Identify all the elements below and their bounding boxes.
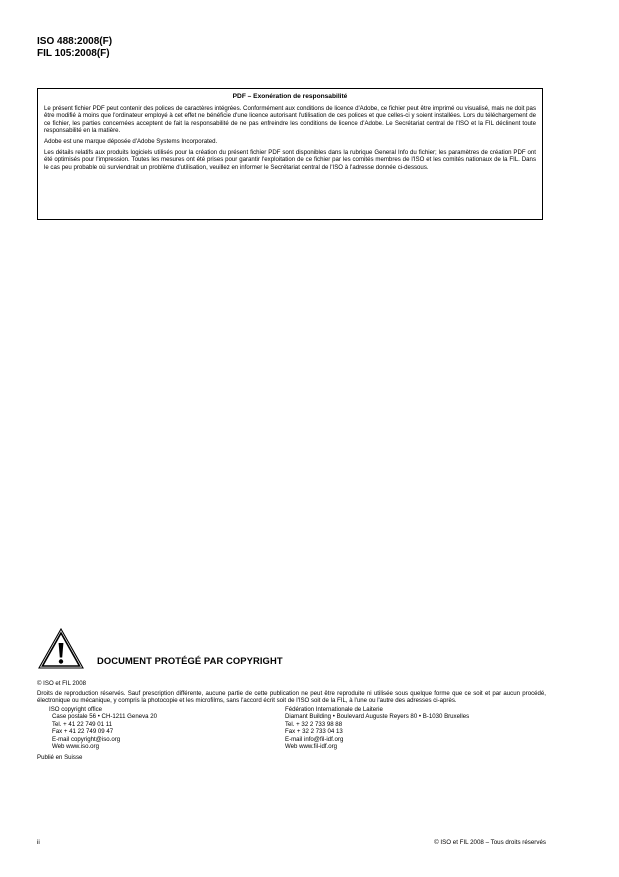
- disclaimer-paragraph-adobe: Adobe est une marque déposée d'Adobe Systems Incorporated.: [44, 137, 218, 145]
- disclaimer-title: PDF – Exonération de responsabilité: [232, 93, 348, 100]
- iso-office-name: ISO copyright office: [49, 705, 103, 713]
- standard-number-fil: FIL 105:2008(F): [37, 47, 110, 59]
- copyright-block: [37, 680, 546, 762]
- fil-office-name: Fédération Internationale de Laiterie: [285, 705, 383, 713]
- contact-addresses: [37, 706, 546, 752]
- disclaimer-paragraph-fonts: Le présent fichier PDF peut contenir des polices de caractères intégrées. Conformément aux conditions de licence d'Adobe, ce fichier peut être imprimé ou visualisé, mais ne doit pas être modifié à moins que l'ordinateur employé à cet effet ne bénéficie d'une licence autorisant l'utilisation de ces polices et que celles-ci y soient installées. Lors du téléchargement de ce fichier, les parties concernées acceptent de fait la responsabilité de ne pas enfreindre les conditions de licence d'Adobe. Le Secrétariat central de l'ISO et la FIL déclinent toute responsabilité en la matière.: [44, 105, 536, 135]
- document-header: [37, 36, 112, 59]
- iso-contact: [37, 706, 285, 752]
- reproduction-rights-text: Droits de reproduction réservés. Sauf prescription différente, aucune partie de cette publication ne peut être reproduite ni utilisée sous quelque forme que ce soit et par aucun procédé, électronique ou mécanique, y compris la photocopie et les microfilms, sans l'accord écrit soit de l'ISO soit de la FIL, à l'une ou l'autre des adresses ci-après.: [37, 689, 546, 704]
- fil-web[interactable]: Web www.fil-idf.org: [285, 743, 338, 751]
- iso-tel: Tel. + 41 22 749 01 11: [52, 720, 113, 728]
- fil-email[interactable]: E-mail info@fil-idf.org: [285, 735, 344, 743]
- fil-fax: Fax + 32 2 733 04 13: [285, 728, 343, 736]
- fil-contact: [285, 706, 469, 752]
- pdf-disclaimer-box: [37, 88, 543, 220]
- copyright-notice-title: DOCUMENT PROTÉGÉ PAR COPYRIGHT: [97, 655, 283, 666]
- iso-web[interactable]: Web www.iso.org: [52, 743, 99, 751]
- warning-triangle-icon: [37, 627, 97, 671]
- iso-address: Case postale 56 • CH-1211 Geneva 20: [52, 713, 158, 721]
- fil-address: Diamant Building • Boulevard Auguste Reyers 80 • B-1030 Bruxelles: [285, 713, 470, 721]
- disclaimer-paragraph-software: Les détails relatifs aux produits logiciels utilisés pour la création du présent fichier PDF sont disponibles dans la rubrique General Info du fichier; les paramètres de création PDF ont été optimisés pour l'impression. Toutes les mesures ont été prises pour garantir l'exploitation de ce fichier par les comités membres de l'ISO et les comités nationaux de la FIL. Dans le cas peu probable où surviendrait un problème d'utilisation, veuillez en informer le Secrétariat central de l'ISO à l'adresse donnée ci-dessous.: [44, 148, 536, 171]
- iso-fax: Fax + 41 22 749 09 47: [52, 728, 114, 736]
- page-number: ii: [37, 839, 40, 846]
- copyright-line: © ISO et FIL 2008: [37, 680, 86, 687]
- published-in: Publié en Suisse: [37, 754, 83, 762]
- standard-number-iso: ISO 488:2008(F): [37, 36, 113, 47]
- iso-email[interactable]: E-mail copyright@iso.org: [52, 735, 121, 743]
- footer-copyright: © ISO et FIL 2008 – Tous droits réservés: [434, 839, 546, 846]
- fil-tel: Tel. + 32 2 733 98 88: [285, 720, 343, 728]
